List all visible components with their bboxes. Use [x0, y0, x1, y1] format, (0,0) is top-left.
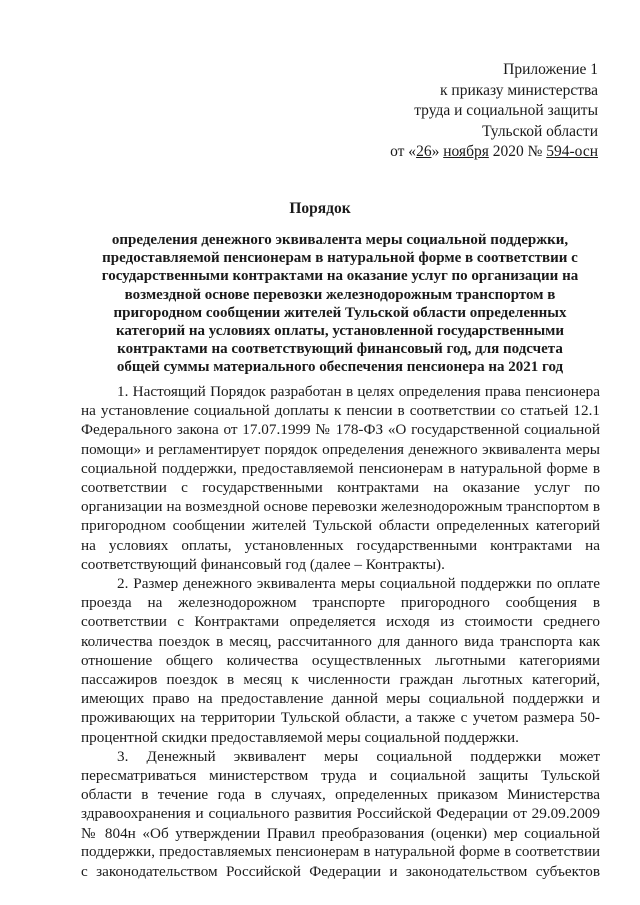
order-number: 594-осн: [546, 143, 598, 160]
body-line: поддержки, предоставляемых пенсионерам в натуральной форме в соответствии: [81, 843, 600, 860]
body-line: имеющих право на предоставление данной меры социальной поддержки и: [81, 690, 600, 708]
body-line: области в течение года в случаях, определенных приказом Министерства: [81, 786, 600, 804]
appendix-line: Приложение 1: [503, 61, 598, 78]
body-line: пересматриваться министерством труда и социальной защиты Тульской: [81, 767, 600, 785]
appendix-line: труда и социальной защиты: [414, 102, 598, 119]
appendix-header: [390, 60, 598, 163]
subtitle-line: общей суммы материального обеспечения пенсионера на 2021 год: [116, 359, 564, 376]
body-line: соответствии с государственными контрактами на оказание услуг по: [81, 479, 600, 497]
document-body: [81, 382, 600, 881]
body-line: организации на возмездной основе перевозки железнодорожным транспортом в: [81, 498, 600, 516]
appendix-line: к приказу министерства: [440, 81, 598, 99]
body-line: соответствии с Контрактами определяется исходя из стоимости среднего: [81, 613, 600, 631]
subtitle-line: определения денежного эквивалента меры социальной поддержки,: [111, 232, 569, 248]
document-title: Порядок: [289, 200, 351, 217]
body-line: Федерального закона от 17.07.1999 № 178-ФЗ «О государственной социальной: [81, 421, 600, 439]
subtitle-line: предоставляемой пенсионерам в натуральной форме в соответствии с: [102, 250, 578, 267]
subtitle-line: возмездной основе перевозки железнодорожным транспортом в: [124, 286, 556, 303]
body-line: 2. Размер денежного эквивалента меры социальной поддержки по оплате: [117, 575, 600, 593]
subtitle-line: государственными контрактами на оказание услуг по организации на: [101, 268, 579, 285]
body-line: социальной поддержки, предоставляемой пенсионерам в натуральной форме в: [81, 459, 600, 477]
order-day: 26: [416, 143, 432, 160]
order-month: ноября: [443, 143, 489, 160]
body-line: 1. Настоящий Порядок разработан в целях определения права пенсионера: [117, 383, 600, 400]
body-line: отношение общего количества осуществленных льготными категориями: [81, 651, 600, 669]
date-mid: »: [431, 143, 444, 160]
body-line: пригородном сообщении жителей Тульской области определенных категорий: [81, 517, 600, 535]
body-line: процентной скидки предоставляемой меры социальной поддержки.: [81, 728, 519, 746]
body-line: проезда на железнодорожном транспорте пригородного сообщения в: [81, 594, 600, 612]
body-line: 3. Денежный эквивалент меры социальной поддержки может: [117, 747, 600, 765]
body-line: пассажиров поездок в месяц к численности граждан льготных категорий,: [81, 671, 600, 689]
body-line: помощи» и регламентирует порядок определения денежного эквивалента меры: [81, 440, 600, 458]
subtitle-line: пригородном сообщении жителей Тульской области определенных: [113, 304, 567, 321]
document-subtitle: [100, 231, 580, 377]
body-line: количества поездок в месяц, рассчитанного для данного вида транспорта как: [81, 632, 600, 650]
appendix-line: Тульской области: [482, 122, 598, 140]
body-line: с законодательством Российской Федерации и законодательством субъектов: [81, 863, 600, 881]
body-line: здравоохранения и социального развития Российской Федерации от 29.09.2009: [81, 805, 600, 823]
date-prefix: от «: [390, 143, 417, 160]
order-date-line: [390, 142, 598, 163]
year-part: 2020 №: [488, 143, 547, 160]
body-line: на установление социальной доплаты к пенсии в соответствии со статьей 12.1: [81, 402, 600, 420]
body-line: соответствующий финансовый год (далее – Контракты).: [81, 555, 445, 573]
body-line: проживающих на территории Тульской области, а также с учетом размера 50-: [81, 709, 600, 727]
subtitle-line: категорий на условиях оплаты, установленной государственными: [115, 323, 565, 340]
subtitle-line: контрактами на соответствующий финансовый год, для подсчета: [117, 341, 563, 358]
body-line: № 804н «Об утверждении Правил преобразования (оценки) мер социальной: [81, 824, 600, 842]
body-line: на условиях оплаты, установленных государственными контрактами на: [81, 536, 600, 554]
